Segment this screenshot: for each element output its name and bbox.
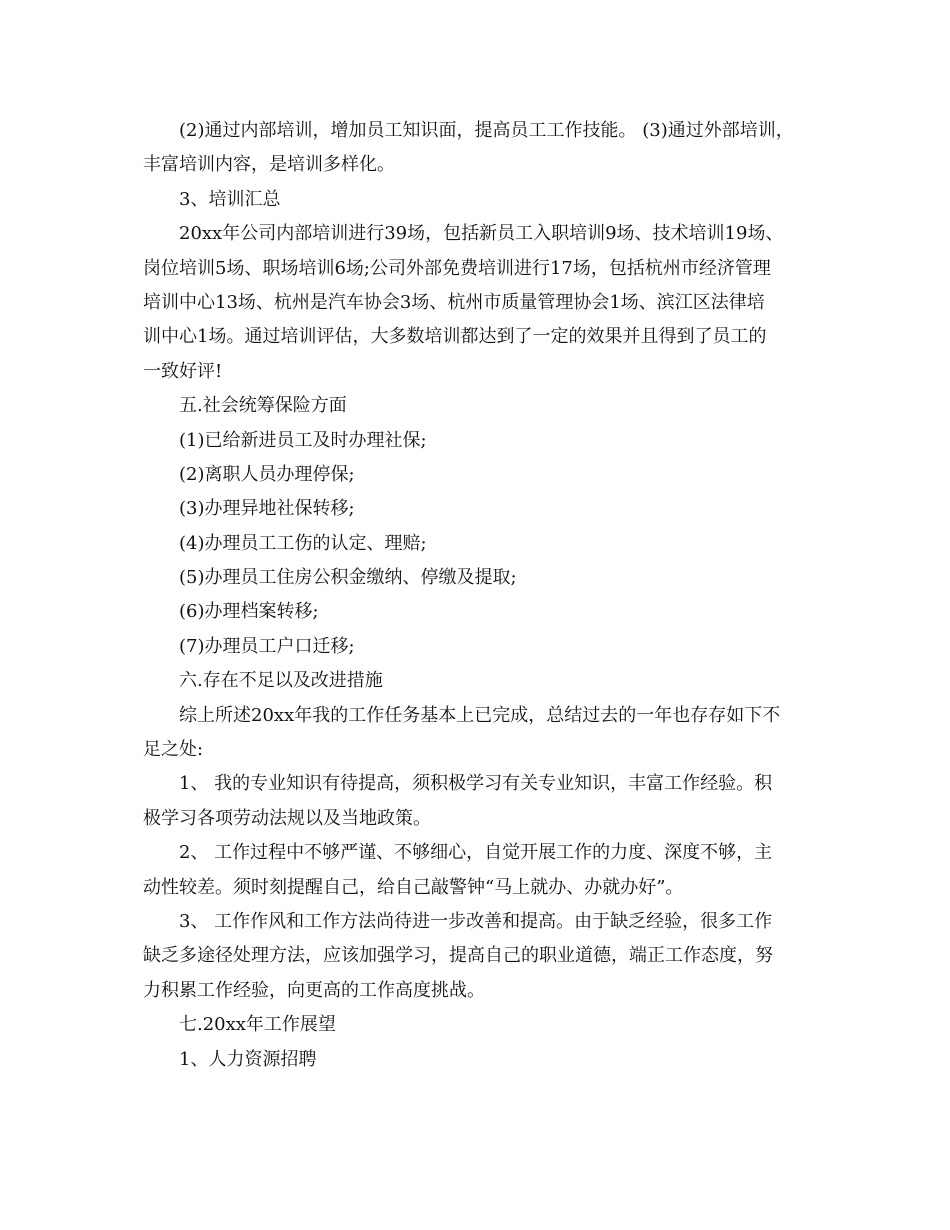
list-item: (4)办理员工工伤的认定、理赔; [179, 532, 427, 554]
list-item: (7)办理员工户口迁移; [179, 635, 355, 657]
text-line: 岗位培训5场、职场培训6场;公司外部免费培训进行17场，包括杭州市经济管理 [143, 257, 771, 279]
text-line: 缺乏多途径处理方法，应该加强学习，提高自己的职业道德，端正工作态度，努 [143, 945, 773, 967]
text-line: 力积累工作经验，向更高的工作高度挑战。 [143, 979, 485, 1001]
list-item: (6)办理档案转移; [179, 601, 319, 623]
list-item: 2、 工作过程中不够严谨、不够细心，自觉开展工作的力度、深度不够，主 [179, 842, 773, 864]
list-item: (2)离职人员办理停保; [179, 463, 355, 485]
list-item: 3、 工作作风和工作方法尚待进一步改善和提高。由于缺乏经验，很多工作 [179, 910, 773, 932]
section-heading: 七.20xx年工作展望 [179, 1014, 336, 1036]
text-line: 足之处: [143, 739, 204, 761]
text-line: 培训中心13场、杭州是汽车协会3场、杭州市质量管理协会1场、滨江区法律培 [143, 291, 765, 313]
list-item: (1)已给新进员工及时办理社保; [179, 429, 427, 451]
text-line: 综上所述20xx年我的工作任务基本上已完成，总结过去的一年也存存如下不 [179, 704, 781, 726]
text-line: 动性较差。须时刻提醒自己，给自己敲警钟“马上就办、办就办好”。 [143, 876, 684, 898]
text-line: 训中心1场。通过培训评估，大多数培训都达到了一定的效果并且得到了员工的 [143, 326, 767, 348]
text-line: 丰富培训内容，是培训多样化。 [143, 154, 395, 176]
list-item: (5)办理员工住房公积金缴纳、停缴及提取; [179, 567, 517, 589]
text-line: 一致好评! [143, 360, 223, 382]
list-item: 1、 我的专业知识有待提高，须积极学习有关专业知识，丰富工作经验。积 [179, 773, 773, 795]
list-item: (3)办理异地社保转移; [179, 498, 355, 520]
subsection-heading: 1、人力资源招聘 [179, 1048, 317, 1070]
text-line: 极学习各项劳动法规以及当地政策。 [143, 807, 431, 829]
text-line: 20xx年公司内部培训进行39场，包括新员工入职培训9场、技术培训19场、 [179, 223, 784, 245]
text-line: (2)通过内部培训，增加员工知识面，提高员工工作技能。 (3)通过外部培训， [179, 120, 794, 141]
section-heading: 六.存在不足以及改进措施 [179, 670, 383, 692]
section-heading: 五.社会统筹保险方面 [179, 395, 347, 417]
section-heading: 3、培训汇总 [179, 188, 281, 210]
document-body [143, 114, 813, 1077]
